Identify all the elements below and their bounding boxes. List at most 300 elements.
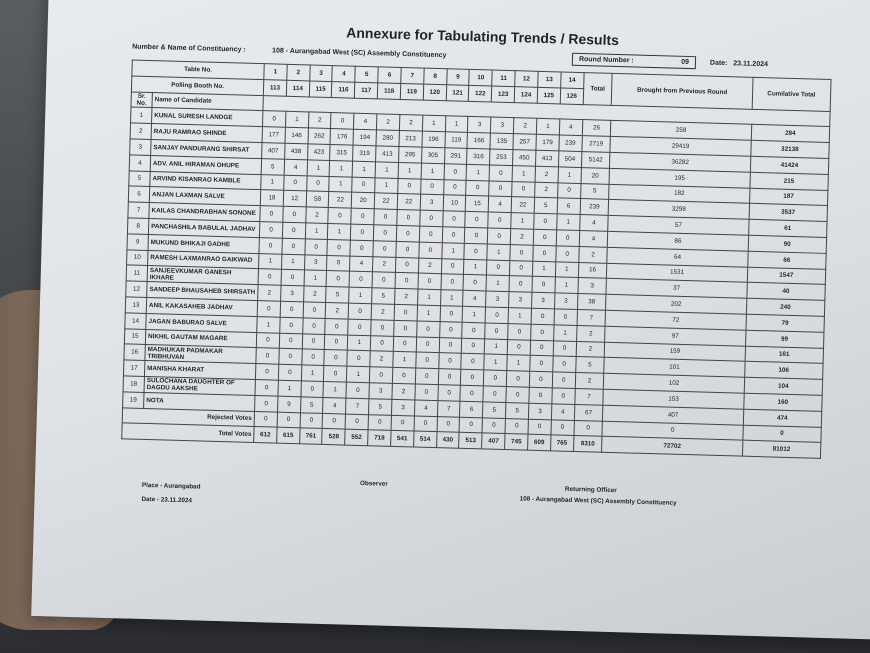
- cumulative-cell: 160: [743, 393, 822, 411]
- vote-cell: 10: [443, 195, 466, 211]
- vote-cell: 0: [255, 395, 278, 411]
- vote-cell: 315: [330, 145, 353, 161]
- vote-cell: 0: [394, 320, 417, 336]
- table-no-label: Table No.: [132, 60, 264, 79]
- vote-cell: 0: [260, 206, 283, 222]
- vote-cell: 58: [306, 191, 329, 207]
- booth-number: 121: [446, 85, 469, 101]
- table-number: 13: [538, 71, 561, 87]
- total-cell: 20: [581, 167, 610, 184]
- candidate-name-cell: ANIL KAKASAHEB JADHAV: [146, 297, 257, 316]
- vote-cell: 0: [532, 277, 555, 293]
- rejected-cell: 0: [505, 418, 528, 434]
- vote-cell: 3: [280, 285, 303, 301]
- candidate-name-cell: ANJAN LAXMAN SALVE: [149, 187, 260, 206]
- vote-cell: 22: [511, 197, 534, 213]
- vote-cell: 1: [536, 119, 559, 135]
- cumulative-cell: 106: [744, 362, 823, 380]
- vote-cell: 0: [255, 379, 278, 395]
- vote-cell: 0: [370, 335, 393, 351]
- vote-cell: 0: [351, 208, 374, 224]
- cumulative-cell: 3537: [749, 204, 828, 222]
- vote-cell: 2: [308, 112, 331, 128]
- table-number: 11: [492, 70, 515, 86]
- total-cell: 26: [582, 120, 611, 137]
- vote-cell: 0: [415, 384, 438, 400]
- rejected-cell: 0: [277, 412, 300, 428]
- totals-cell: 513: [459, 433, 482, 449]
- observer-label: Observer: [359, 480, 388, 488]
- vote-cell: 1: [417, 305, 440, 321]
- booth-number: 122: [469, 85, 492, 101]
- brought-header: Brought from Previous Round: [612, 73, 753, 108]
- booth-number: 117: [355, 82, 378, 98]
- booth-number: 113: [263, 79, 286, 95]
- vote-cell: 1: [422, 115, 445, 131]
- vote-cell: 6: [460, 401, 483, 417]
- vote-cell: 0: [533, 245, 556, 261]
- vote-cell: 0: [284, 175, 307, 191]
- vote-cell: 0: [483, 386, 506, 402]
- date-block: [710, 60, 768, 69]
- vote-cell: 0: [256, 332, 279, 348]
- vote-cell: 1: [281, 254, 304, 270]
- document-content: [119, 18, 832, 526]
- vote-cell: 5: [369, 398, 392, 414]
- rejected-cell: 0: [345, 414, 368, 430]
- rejected-total-cell: 0: [574, 420, 603, 437]
- totals-cell: 552: [345, 429, 368, 445]
- table-number: 1: [264, 64, 287, 80]
- vote-cell: 0: [257, 301, 280, 317]
- table-number: 4: [332, 66, 355, 82]
- vote-cell: 0: [506, 371, 529, 387]
- vote-cell: 0: [557, 182, 580, 198]
- candidate-name-cell: NOTA: [144, 392, 255, 411]
- brought-cell: 3298: [609, 200, 750, 220]
- document-sheet: [31, 0, 870, 640]
- vote-cell: 0: [461, 354, 484, 370]
- rejected-cell: 0: [391, 415, 414, 431]
- total-cell: 7: [574, 388, 603, 405]
- vote-cell: 0: [325, 334, 348, 350]
- rejected-brought-cell: 0: [602, 421, 743, 441]
- total-cell: 38: [577, 294, 606, 311]
- vote-cell: 196: [422, 131, 445, 147]
- cumulative-cell: 90: [748, 235, 827, 253]
- vote-cell: 119: [445, 132, 468, 148]
- cumulative-cell: 215: [750, 172, 829, 190]
- candidate-name-cell: MADHUKAR PADMAKAR TRIBHUVAN: [145, 345, 256, 364]
- vote-cell: 3: [491, 117, 514, 133]
- vote-cell: 0: [442, 211, 465, 227]
- brought-cell: 102: [604, 373, 745, 393]
- vote-cell: 0: [347, 350, 370, 366]
- vote-cell: 146: [285, 127, 308, 143]
- date-label: Date:: [709, 59, 728, 68]
- date-value: 23.11.2024: [733, 60, 769, 69]
- vote-cell: 1: [375, 177, 398, 193]
- sr-no-cell: 12: [126, 281, 147, 297]
- vote-cell: 1: [486, 275, 509, 291]
- cumulative-cell: 1547: [747, 267, 826, 285]
- vote-cell: 5: [372, 288, 395, 304]
- brought-cell: 57: [608, 216, 749, 236]
- sr-no-cell: 2: [130, 123, 151, 139]
- vote-cell: 0: [283, 206, 306, 222]
- candidate-name-cell: RAJU RAMRAO SHINDE: [151, 124, 262, 143]
- vote-cell: 7: [346, 398, 369, 414]
- table-number: 14: [560, 72, 583, 88]
- vote-cell: 5: [534, 198, 557, 214]
- round-box: [572, 53, 696, 69]
- vote-cell: 407: [262, 143, 285, 159]
- vote-cell: 194: [353, 129, 376, 145]
- vote-cell: 0: [415, 368, 438, 384]
- cumulative-cell: 161: [745, 346, 824, 364]
- vote-cell: 0: [442, 227, 465, 243]
- vote-cell: 12: [283, 191, 306, 207]
- vote-cell: 22: [374, 193, 397, 209]
- vote-cell: 0: [531, 308, 554, 324]
- vote-cell: 2: [370, 351, 393, 367]
- vote-cell: 295: [399, 146, 422, 162]
- candidate-name-cell: NIKHIL GAUTAM MAGARE: [145, 329, 256, 348]
- vote-cell: 2: [377, 114, 400, 130]
- table-number: 9: [446, 69, 469, 85]
- vote-cell: 1: [259, 253, 282, 269]
- rejected-cell: 0: [368, 414, 391, 430]
- vote-cell: 316: [467, 148, 490, 164]
- vote-cell: 0: [346, 382, 369, 398]
- vote-cell: 0: [508, 323, 531, 339]
- vote-cell: 1: [464, 259, 487, 275]
- vote-cell: 0: [506, 386, 529, 402]
- vote-cell: 1: [421, 163, 444, 179]
- vote-cell: 1: [487, 244, 510, 260]
- vote-cell: 7: [437, 400, 460, 416]
- vote-cell: 0: [348, 303, 371, 319]
- booth-number: 116: [332, 81, 355, 97]
- totals-cell: 541: [391, 431, 414, 447]
- sr-no-cell: 14: [125, 313, 146, 329]
- total-cell: 5: [575, 357, 604, 374]
- vote-cell: 0: [462, 338, 485, 354]
- vote-cell: 0: [556, 246, 579, 262]
- booth-number: 126: [560, 88, 583, 104]
- vote-cell: 1: [398, 162, 421, 178]
- vote-cell: 4: [354, 114, 377, 130]
- vote-cell: 0: [374, 209, 397, 225]
- brought-cell: 159: [605, 342, 746, 362]
- vote-cell: 1: [305, 223, 328, 239]
- vote-cell: 1: [555, 261, 578, 277]
- rejected-cell: 0: [300, 412, 323, 428]
- vote-cell: 1: [304, 270, 327, 286]
- vote-cell: 0: [529, 387, 552, 403]
- vote-cell: 0: [392, 368, 415, 384]
- vote-cell: 0: [279, 349, 302, 365]
- vote-cell: 0: [438, 353, 461, 369]
- vote-cell: 2: [513, 118, 536, 134]
- booth-number: 118: [377, 83, 400, 99]
- candidate-name-cell: KUNAL SURESH LANDGE: [152, 108, 263, 127]
- vote-cell: 1: [352, 161, 375, 177]
- vote-cell: 1: [508, 308, 531, 324]
- vote-cell: 0: [259, 237, 282, 253]
- vote-cell: 3: [420, 194, 443, 210]
- vote-cell: 0: [438, 369, 461, 385]
- vote-cell: 1: [330, 160, 353, 176]
- vote-cell: 423: [307, 144, 330, 160]
- vote-cell: 0: [282, 222, 305, 238]
- vote-cell: 2: [305, 207, 328, 223]
- totals-cell: 615: [276, 427, 299, 443]
- vote-cell: 0: [350, 240, 373, 256]
- table-number: 5: [355, 66, 378, 82]
- total-cell: 4: [579, 215, 608, 232]
- totals-label: Total Votes: [122, 423, 254, 442]
- vote-cell: 0: [303, 302, 326, 318]
- brought-cell: 97: [605, 326, 746, 346]
- booth-number: 115: [309, 81, 332, 97]
- vote-cell: 0: [258, 269, 281, 285]
- brought-cell: 37: [606, 279, 747, 299]
- vote-cell: 0: [331, 113, 354, 129]
- vote-cell: 0: [372, 272, 395, 288]
- vote-cell: 0: [302, 318, 325, 334]
- polling-booth-label: Polling Booth No.: [131, 76, 263, 95]
- totals-cell: 430: [436, 432, 459, 448]
- vote-cell: 0: [419, 226, 442, 242]
- vote-cell: 20: [352, 193, 375, 209]
- candidate-name-cell: PANCHASHILA BABULAL JADHAV: [148, 218, 259, 237]
- cumulative-cell: 240: [746, 298, 825, 316]
- document-title: Annexure for Tabulating Trends / Results: [346, 24, 620, 49]
- vote-cell: 1: [329, 176, 352, 192]
- vote-cell: 5: [326, 287, 349, 303]
- vote-cell: 0: [256, 348, 279, 364]
- rejected-cell: 0: [254, 411, 277, 427]
- vote-cell: 1: [532, 261, 555, 277]
- brought-cell: 153: [603, 389, 744, 409]
- brought-cell: 29419: [610, 137, 751, 157]
- vote-cell: 0: [510, 244, 533, 260]
- brought-cell: 202: [606, 294, 747, 314]
- vote-cell: 0: [279, 333, 302, 349]
- vote-cell: 0: [280, 301, 303, 317]
- vote-cell: 0: [529, 371, 552, 387]
- vote-cell: 5: [483, 402, 506, 418]
- returning-officer-label: Returning Officer: [564, 485, 617, 495]
- total-cell: 2: [576, 325, 605, 342]
- vote-cell: 0: [460, 385, 483, 401]
- vote-cell: 3: [528, 403, 551, 419]
- vote-cell: 0: [465, 227, 488, 243]
- table-number: 10: [469, 69, 492, 85]
- sr-no-cell: 11: [126, 265, 147, 281]
- vote-cell: 1: [442, 242, 465, 258]
- table-number: 3: [309, 65, 332, 81]
- vote-cell: 3: [369, 383, 392, 399]
- vote-cell: 3: [391, 399, 414, 415]
- candidate-name-cell: ARVIND KISANRAO KAMBLE: [150, 171, 261, 190]
- vote-cell: 1: [349, 287, 372, 303]
- brought-cell: 258: [611, 121, 752, 141]
- vote-cell: 0: [259, 222, 282, 238]
- total-cell: 67: [574, 404, 603, 421]
- vote-cell: 0: [489, 181, 512, 197]
- candidate-name-cell: SANDEEP BHAUSAHEB SHIRSATH: [147, 282, 258, 301]
- totals-cell: 765: [550, 435, 573, 451]
- totals-cell: 609: [527, 434, 550, 450]
- booth-number: 125: [537, 87, 560, 103]
- cumulative-cell: 187: [749, 188, 828, 206]
- vote-cell: 4: [323, 397, 346, 413]
- brought-cell: 195: [609, 168, 750, 188]
- cumulative-cell: 66: [747, 251, 826, 269]
- vote-cell: 3: [554, 293, 577, 309]
- booth-number: 123: [492, 86, 515, 102]
- total-cell: 4: [579, 230, 608, 247]
- round-value: 09: [681, 58, 690, 67]
- cumulative-cell: 474: [743, 409, 822, 427]
- vote-cell: 0: [394, 304, 417, 320]
- vote-cell: 0: [531, 324, 554, 340]
- vote-cell: 0: [416, 352, 439, 368]
- vote-cell: 213: [399, 131, 422, 147]
- vote-cell: 2: [326, 302, 349, 318]
- vote-cell: 0: [534, 213, 557, 229]
- vote-cell: 0: [465, 212, 488, 228]
- place-text: Place - Aurangabad: [141, 482, 201, 491]
- vote-cell: 0: [441, 258, 464, 274]
- vote-cell: 0: [281, 270, 304, 286]
- cumulative-cell: 104: [744, 377, 823, 395]
- vote-cell: 5: [506, 402, 529, 418]
- vote-cell: 0: [302, 349, 325, 365]
- vote-cell: 1: [278, 380, 301, 396]
- sr-no-cell: 3: [130, 139, 151, 155]
- total-cell: 2719: [582, 136, 611, 153]
- vote-cell: 2: [258, 285, 281, 301]
- vote-cell: 0: [370, 367, 393, 383]
- vote-cell: 4: [284, 159, 307, 175]
- vote-cell: 3: [509, 292, 532, 308]
- vote-cell: 0: [553, 340, 576, 356]
- vote-cell: 0: [348, 319, 371, 335]
- totals-cell: 761: [299, 428, 322, 444]
- totals-cell: 514: [413, 431, 436, 447]
- vote-cell: 0: [398, 178, 421, 194]
- vote-cell: 1: [285, 112, 308, 128]
- rejected-cell: 0: [528, 419, 551, 435]
- booth-number: 120: [423, 84, 446, 100]
- totals-total-cell: 8310: [573, 436, 602, 453]
- sr-no-cell: 15: [124, 328, 145, 344]
- brought-cell: 407: [603, 405, 744, 425]
- sr-no-cell: 1: [131, 107, 152, 123]
- sr-no-cell: 7: [128, 202, 149, 218]
- rejected-cell: 0: [414, 416, 437, 432]
- totals-cell: 745: [505, 434, 528, 450]
- vote-cell: 0: [373, 225, 396, 241]
- vote-cell: 0: [441, 274, 464, 290]
- vote-cell: 2: [535, 166, 558, 182]
- sr-no-cell: 6: [128, 186, 149, 202]
- vote-cell: 5: [300, 397, 323, 413]
- candidate-name-cell: JAGAN BABURAO SALVE: [146, 313, 257, 332]
- vote-cell: 0: [255, 364, 278, 380]
- brought-cell: 1531: [607, 263, 748, 283]
- cumulative-cell: 79: [746, 314, 825, 332]
- vote-cell: 0: [352, 177, 375, 193]
- vote-cell: 0: [420, 210, 443, 226]
- vote-cell: 1: [555, 277, 578, 293]
- sr-no-cell: 18: [123, 376, 144, 392]
- total-cell: 5142: [581, 152, 610, 169]
- vote-cell: 0: [438, 385, 461, 401]
- vote-cell: 1: [257, 316, 280, 332]
- sr-no-cell: 5: [129, 171, 150, 187]
- sr-no-cell: 4: [129, 155, 150, 171]
- vote-cell: 3: [468, 117, 491, 133]
- vote-cell: 9: [277, 396, 300, 412]
- cumulative-cell: 99: [745, 330, 824, 348]
- cumulative-cell: 284: [751, 125, 830, 143]
- vote-cell: 3: [531, 292, 554, 308]
- vote-cell: 239: [559, 135, 582, 151]
- vote-cell: 0: [301, 381, 324, 397]
- rejected-cell: 0: [482, 417, 505, 433]
- cumulative-header: Cumilative Total: [752, 77, 831, 111]
- vote-cell: 15: [466, 196, 489, 212]
- rejected-cell: 0: [437, 416, 460, 432]
- vote-cell: 305: [421, 147, 444, 163]
- vote-cell: 257: [513, 134, 536, 150]
- vote-cell: 0: [418, 273, 441, 289]
- results-table: [121, 59, 831, 459]
- vote-cell: 413: [535, 150, 558, 166]
- candidate-name-cell: SANJEEVKUMAR GANESH IKHARE: [147, 266, 258, 285]
- total-cell: 2: [576, 341, 605, 358]
- constituency-label: Number & Name of Constituency :: [132, 43, 246, 54]
- table-number: 8: [424, 68, 447, 84]
- vote-cell: 0: [351, 224, 374, 240]
- totals-cell: 612: [254, 427, 277, 443]
- vote-cell: 1: [440, 290, 463, 306]
- candidate-name-cell: MUKUND BHIKAJI GADHE: [148, 234, 259, 253]
- sr-no-cell: 17: [123, 360, 144, 376]
- vote-cell: 2: [535, 182, 558, 198]
- signature-footer: [119, 467, 820, 527]
- vote-cell: 0: [416, 321, 439, 337]
- vote-cell: 179: [536, 134, 559, 150]
- table-number: 12: [515, 71, 538, 87]
- constituency-value: 108 - Aurangabad West (SC) Assembly Constituency: [272, 47, 447, 60]
- vote-cell: 2: [418, 258, 441, 274]
- table-number: 6: [378, 67, 401, 83]
- vote-cell: 0: [461, 369, 484, 385]
- vote-cell: 0: [324, 366, 347, 382]
- vote-cell: 166: [467, 133, 490, 149]
- vote-cell: 0: [512, 181, 535, 197]
- vote-cell: 262: [308, 128, 331, 144]
- vote-cell: 22: [329, 192, 352, 208]
- vote-cell: 0: [280, 317, 303, 333]
- vote-cell: 4: [559, 119, 582, 135]
- candidate-name-header: Name of Candidate: [152, 92, 263, 111]
